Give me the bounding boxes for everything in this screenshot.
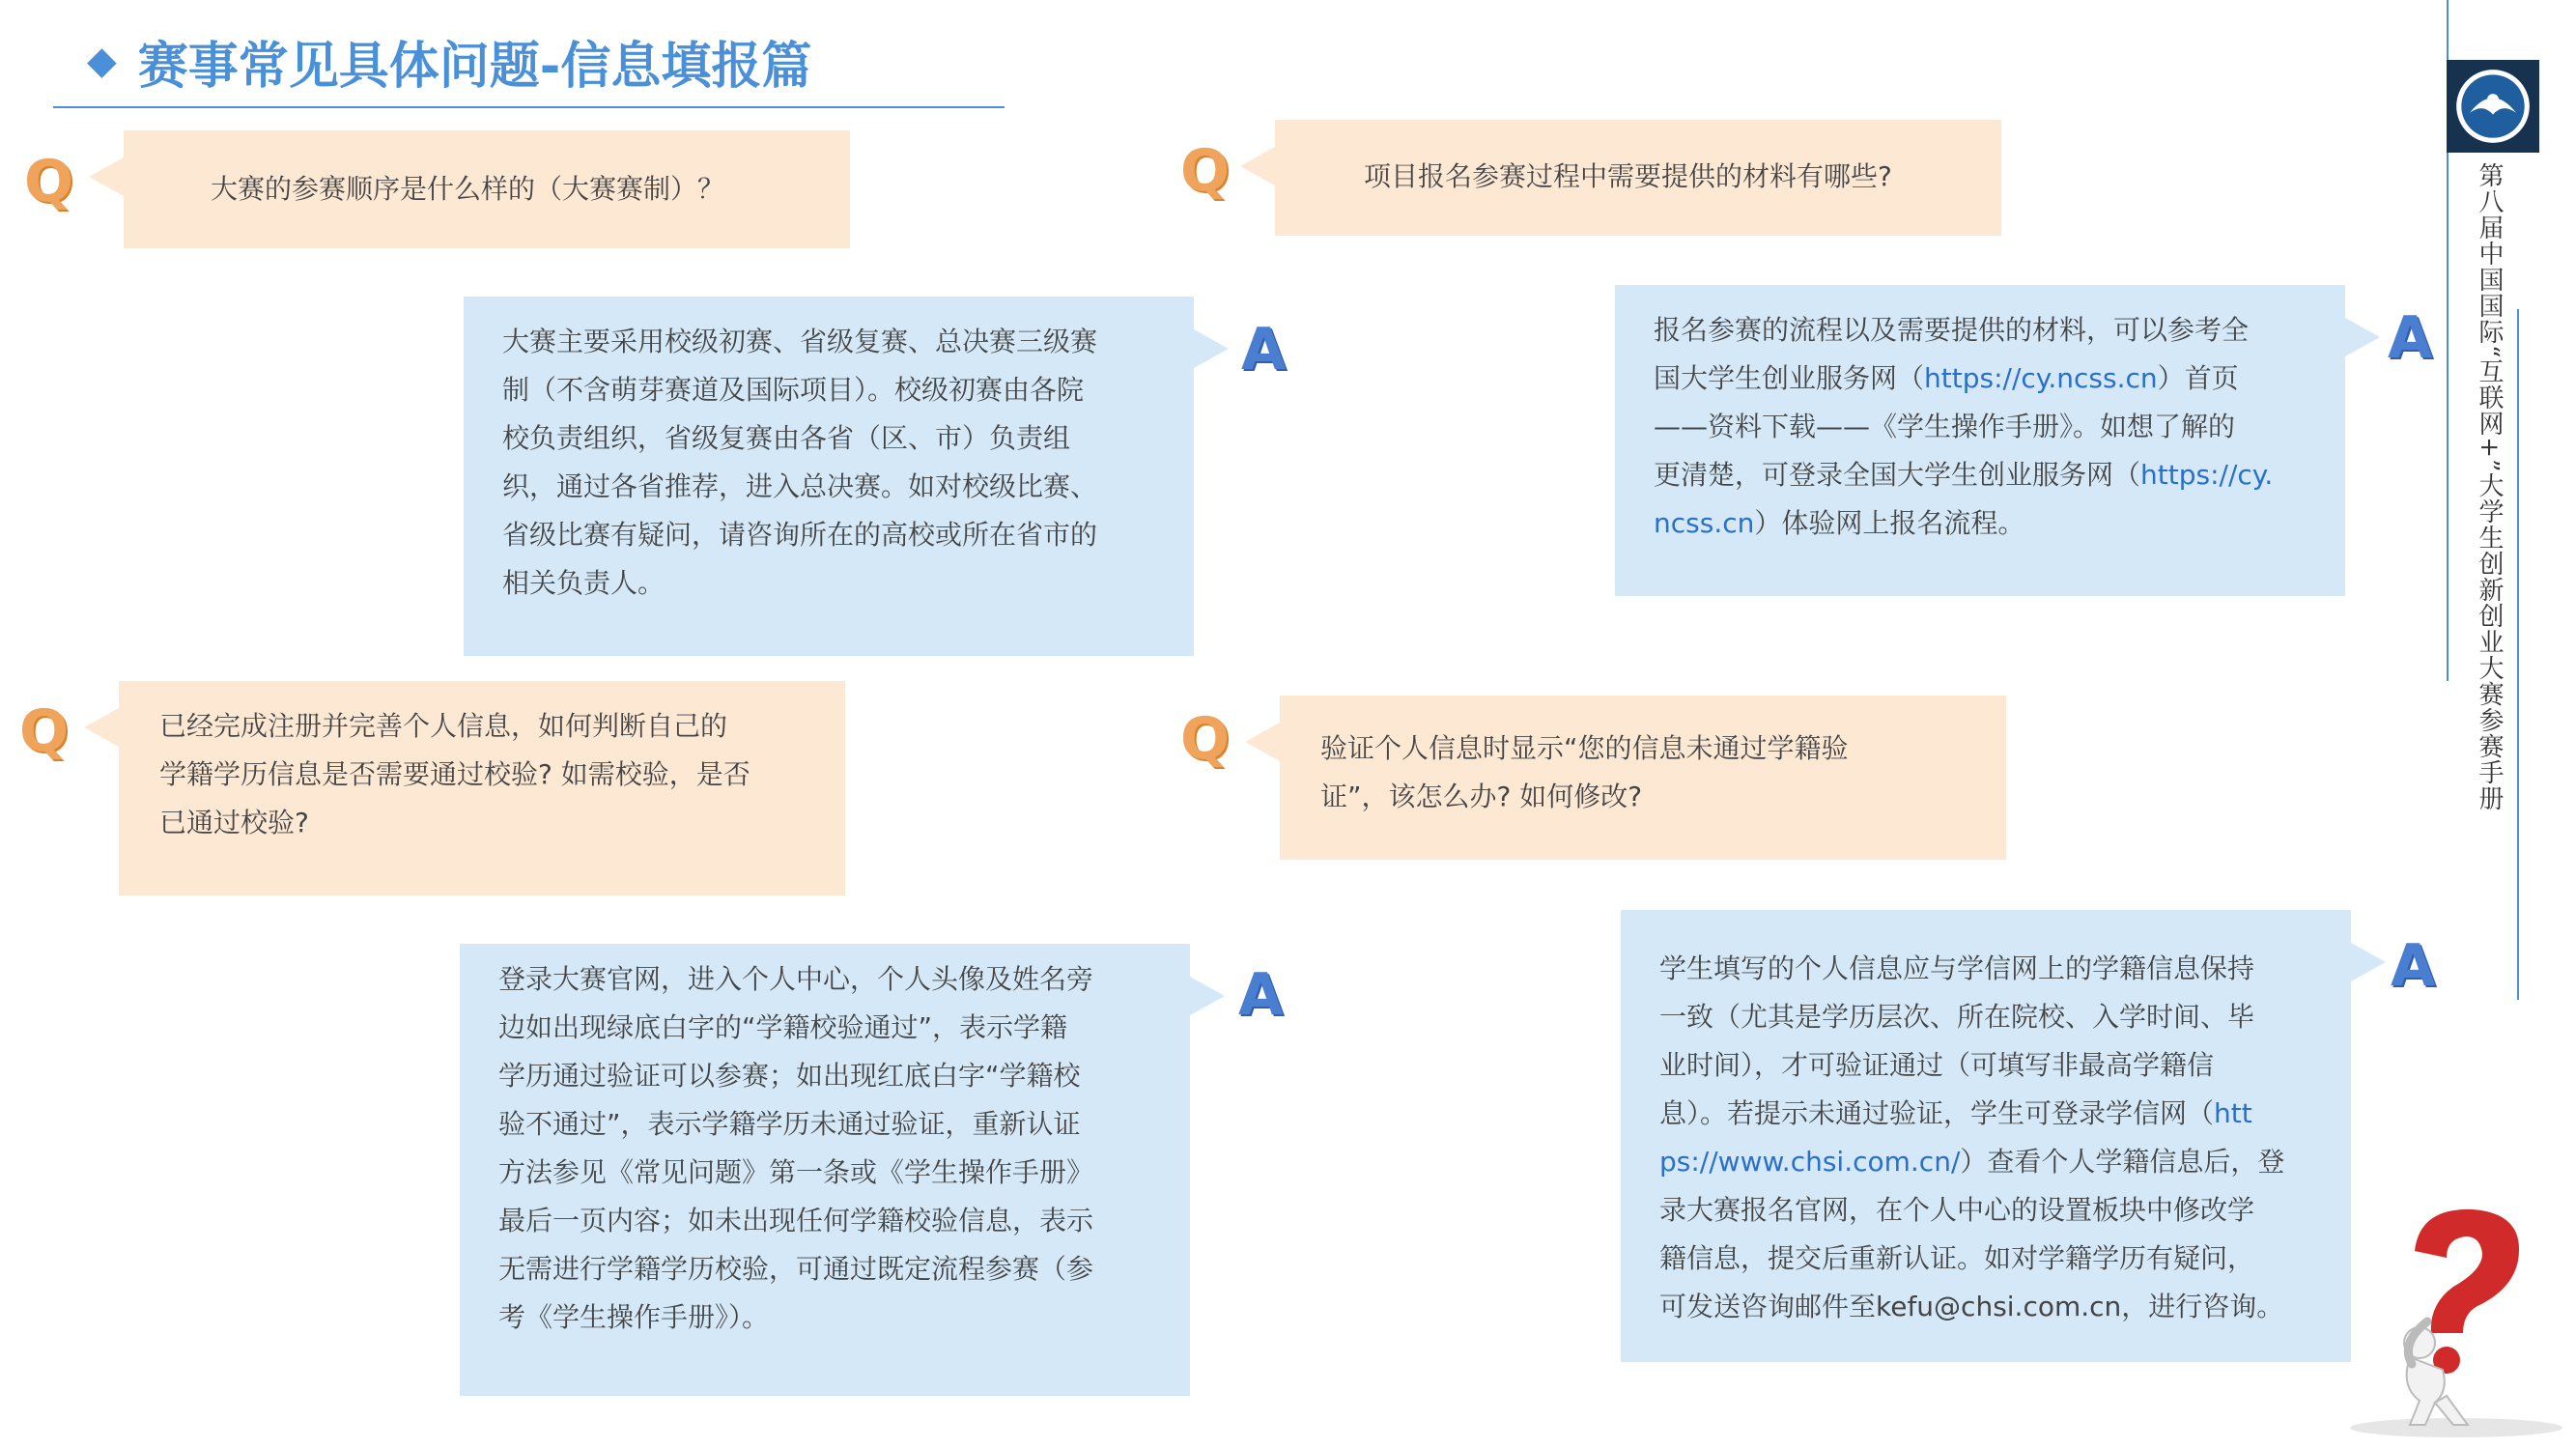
sidebar-divider-inner: [2517, 309, 2519, 1000]
q-badge-2: Q: [1180, 137, 1231, 205]
q-badge-1: Q: [24, 148, 74, 215]
answer-text-4a: 学生填写的个人信息应与学信网上的学籍信息保持 一致（尤其是学历层次、所在院校、入学时间、毕 业时间），才可验证通过（可填写非最高学籍信 息）。若提示未通过验证，学生可登录学信网（: [1659, 952, 2255, 1129]
title-underline: [53, 106, 1005, 108]
sidebar-vertical-title: 第八届中国国际“互联网+”大学生创新创业大赛参赛手册: [2475, 162, 2504, 812]
answer-bubble-1: [464, 297, 1194, 656]
answer-text-2c: ）体验网上报名流程。: [1754, 507, 2025, 539]
question-text-2: 项目报名参赛过程中需要提供的材料有哪些?: [1364, 160, 1892, 192]
a-badge-3: A: [1238, 961, 1284, 1029]
answer-text-1: 大赛主要采用校级初赛、省级复赛、总决赛三级赛 制（不含萌芽赛道及国际项目）。校级初赛由各院 校负责组织，省级复赛由各省（区、市）负责组 织，通过各省推荐，进入总决赛。如对校级比赛、 省级比赛有疑问，请咨询所在的高校或所在省市的 相关负责人。: [502, 326, 1098, 599]
question-bubble-4: [1280, 696, 2006, 860]
answer-bubble-4: [1621, 910, 2351, 1362]
answer-text-4b: ）查看个人学籍信息后，登 录大赛报名官网，在个人中心的设置板块中修改学 籍信息，提交后重新认证。如对学籍学历有疑问， 可发送咨询邮件至kefu@chsi.com.cn，进行咨询。: [1659, 1146, 2285, 1322]
person-carrying-question-mark-icon: [2342, 1198, 2574, 1444]
question-bubble-1: [124, 130, 850, 248]
a-badge-1: A: [1241, 316, 1287, 384]
answer-text-2b: ）首页 ——资料下载——《学生操作手册》。如想了解的 更清楚，可登录全国大学生创业服务网（: [1654, 362, 2239, 491]
answer-link-2b[interactable]: https://cy. ncss.cn: [1654, 459, 2274, 539]
page-title: [87, 27, 811, 95]
question-text-3: 已经完成注册并完善个人信息，如何判断自己的 学籍学历信息是否需要通过校验? 如需校验，是否 已通过校验?: [159, 710, 750, 838]
question-text-4: 验证个人信息时显示“您的信息未通过学籍验 证”，该怎么办? 如何修改?: [1320, 732, 1849, 812]
question-bubble-2: [1275, 120, 2001, 236]
a-badge-4: A: [2391, 932, 2436, 1000]
answer-link-4[interactable]: htt ps://www.chsi.com.cn/: [1659, 1097, 2252, 1178]
question-text-1: 大赛的参赛顺序是什么样的（大赛赛制）？: [211, 173, 725, 205]
diamond-bullet-icon: ◆: [87, 39, 117, 83]
answer-text-2a: 报名参赛的流程以及需要提供的材料，可以参考全 国大学生创业服务网（: [1654, 314, 2250, 394]
question-bubble-3: [119, 681, 845, 895]
a-badge-2: A: [2388, 304, 2433, 372]
competition-logo-icon: [2447, 60, 2539, 153]
answer-bubble-2: [1615, 285, 2345, 596]
q-badge-3: Q: [19, 697, 70, 765]
answer-bubble-3: [460, 944, 1190, 1396]
answer-text-3: 登录大赛官网，进入个人中心，个人头像及姓名旁 边如出现绿底白字的“学籍校验通过”，表示学籍 学历通过验证可以参赛；如出现红底白字“学籍校 验不通过”，表示学籍学历未通过验证，重新认证 方法参见《常见问题》第一条或《学生操作手册》 最后一页内容；如未出现任何学籍校验信息，表示 无需进行学籍学历校验，可通过既定流程参赛（参 考《学生操作手册》）。: [498, 963, 1094, 1333]
q-badge-4: Q: [1180, 705, 1231, 773]
answer-link-2a[interactable]: https://cy.ncss.cn: [1924, 362, 2158, 394]
page-title-text: 赛事常见具体问题-信息填报篇: [137, 37, 812, 96]
